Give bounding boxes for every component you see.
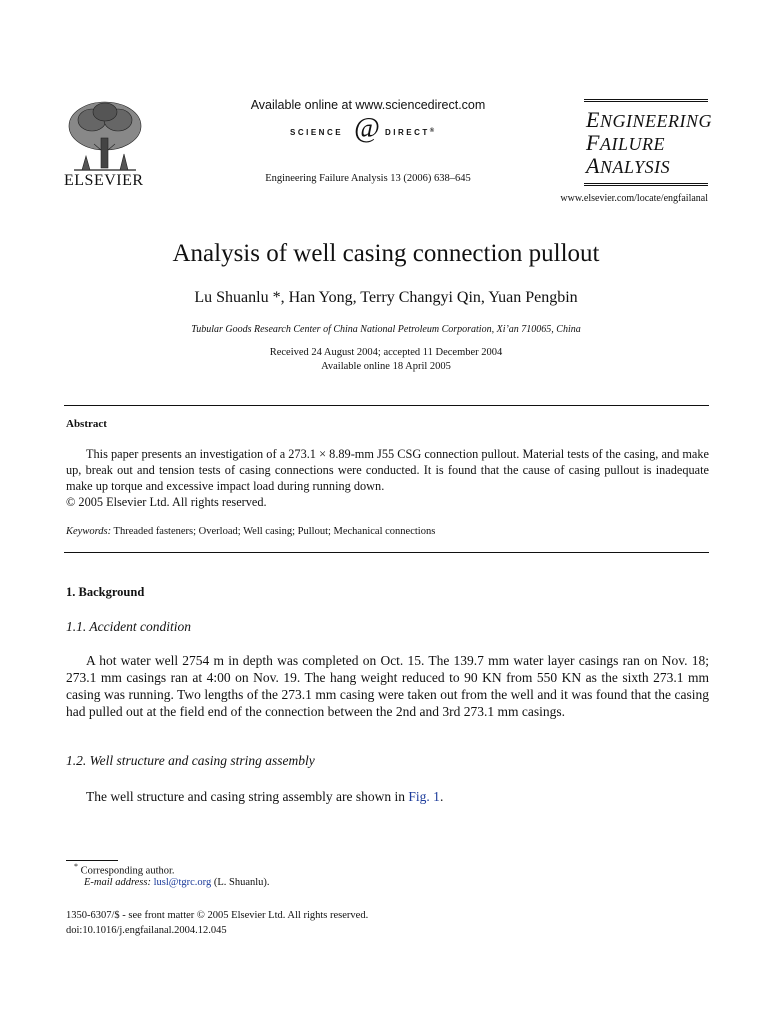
affiliation: Tubular Goods Research Center of China National Petroleum Corporation, Xi’an 710065, China [191,324,581,335]
abstract-text: This paper presents an investigation of a 273.1 × 8.89-mm J55 CSG connection pullout. Material tests of the casing, and make up, break out and tension tests of casing connections were conducted. It is found that the cause of casing pullout is inadequate make up torque and excessive impact load during running down. [66,447,709,494]
article-title: Analysis of well casing connection pullout [172,240,600,267]
abstract-rule-top [64,405,709,406]
body-paragraph-2: The well structure and casing string assembly are shown in Fig. 1. [86,789,444,804]
sciencedirect-logo-left: SCIENCE [290,128,344,137]
journal-citation: Engineering Failure Analysis 13 (2006) 638–645 [265,173,471,184]
received-date: Received 24 August 2004; accepted 11 December 2004 [269,347,503,358]
figure-link[interactable]: Fig. 1 [408,789,440,804]
front-matter-issn: 1350-6307/$ - see front matter © 2005 Elsevier Ltd. All rights reserved. [66,910,369,921]
abstract-rule-bottom [64,552,709,553]
publisher-name: ELSEVIER [64,172,144,189]
sciencedirect-at-icon: @ [354,113,380,144]
available-online[interactable]: Available online at www.sciencedirect.com [250,98,486,112]
journal-url[interactable]: www.elsevier.com/locate/engfailanal [560,193,708,204]
author-list: Lu Shuanlu *, Han Yong, Terry Changyi Qin, Yuan Pengbin [194,289,578,306]
subsection-heading-2: 1.2. Well structure and casing string assembly [66,753,315,768]
masthead-rule-top-2 [584,101,708,102]
abstract-copyright: © 2005 Elsevier Ltd. All rights reserved. [66,495,267,509]
masthead-rule-bottom-2 [584,185,708,186]
subsection-heading-1: 1.1. Accident condition [66,619,191,634]
abstract-heading: Abstract [66,418,107,430]
email-link[interactable]: lusl@tgrc.org [153,877,212,888]
sciencedirect-logo-right: DIRECT® [385,128,435,137]
masthead-rule-bottom [584,183,708,184]
article-dates [64,346,708,374]
section-heading: 1. Background [66,585,145,599]
keywords [66,526,435,537]
masthead-rule-top [584,99,708,100]
keywords-list: Threaded fasteners; Overload; Well casing; Pullout; Mechanical connections [113,526,436,537]
body-paragraph-1: A hot water well 2754 m in depth was completed on Oct. 15. The 139.7 mm water layer casings ran on Nov. 18; 273.1 mm casings ran at 4:00 on Nov. 19. The hang weight reduced to 90 KN from 550 KN as the sixth 273.1 mm casing was running. Two lengths of the 273.1 mm casing were taken out from the well and it was found that the casing had pulled out at the field end of the connection between the 2nd and 3rd 273.1 mm casings. [66,653,709,719]
keywords-label: Keywords: [66,526,112,537]
footnote-email: E-mail address: lusl@tgrc.org (L. Shuanlu). [84,877,270,888]
footnote-corresponding: * Corresponding author. [74,862,175,877]
footnote-rule [66,860,118,861]
journal-masthead [584,98,712,187]
front-matter-doi: doi:10.1016/j.engfailanal.2004.12.045 [66,924,227,936]
available-date: Available online 18 April 2005 [321,361,451,372]
front-matter [66,909,368,938]
journal-name: ENGINEERING FAILURE ANALYSIS [586,107,712,178]
